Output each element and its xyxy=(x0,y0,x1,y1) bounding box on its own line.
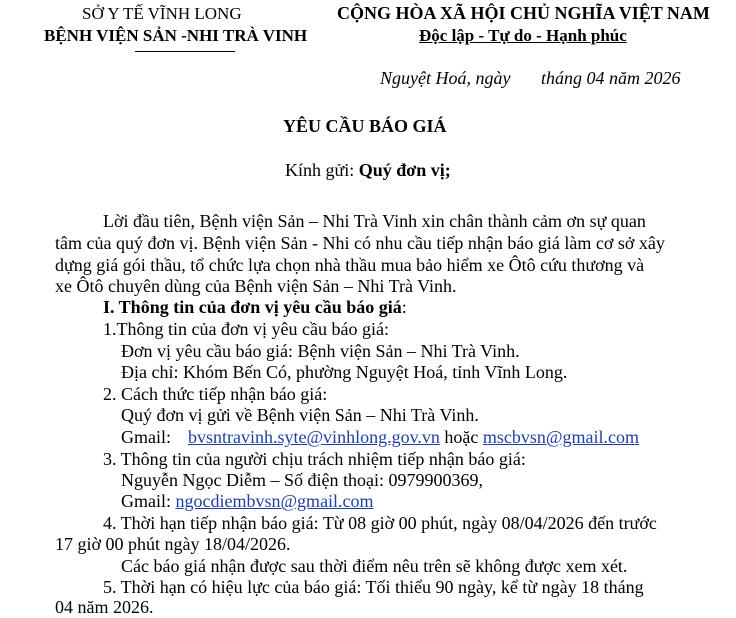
item3-person: Nguyễn Ngọc Diễm – Số điện thoại: 0979900369, xyxy=(121,470,483,490)
national-motto: Độc lập - Tự do - Hạnh phúc xyxy=(419,26,627,45)
date-place-day: Nguyệt Hoá, ngày xyxy=(380,68,511,88)
item4-line-1: 4. Thời hạn tiếp nhận báo giá: Từ 08 giờ 00 phút, ngày 08/04/2026 đến trước xyxy=(103,513,657,533)
hospital-name: BỆNH VIỆN SẢN -NHI TRÀ VINH xyxy=(44,26,308,45)
email-link-contact[interactable]: ngocdiembvsn@gmail.com xyxy=(175,491,374,511)
item1-address: Địa chỉ: Khóm Bến Có, phường Nguyệt Hoá, tỉnh Vĩnh Long. xyxy=(121,362,568,382)
greeting-recipient: Quý đơn vị; xyxy=(358,160,451,180)
gmail-label: Gmail: xyxy=(121,427,171,447)
or-text: hoặc xyxy=(444,427,479,447)
item2-title: 2. Cách thức tiếp nhận báo giá: xyxy=(103,384,328,404)
item1-unit: Đơn vị yêu cầu báo giá: Bệnh viện Sản – Nhi Trà Vinh. xyxy=(121,341,520,361)
document-title: YÊU CẦU BÁO GIÁ xyxy=(283,116,447,136)
left-header-underline xyxy=(135,51,235,52)
intro-line-1: Lời đầu tiên, Bệnh viện Sản – Nhi Trà Vinh xin chân thành cảm ơn sự quan xyxy=(103,211,646,231)
item4-line-2: 17 giờ 00 phút ngày 18/04/2026. xyxy=(55,534,291,554)
item5-line-1: 5. Thời hạn có hiệu lực của báo giá: Tối thiểu 90 ngày, kể từ ngày 18 tháng xyxy=(103,577,644,597)
ministry-name: SỞ Y TẾ VĨNH LONG xyxy=(82,4,242,23)
national-title: CỘNG HÒA XÃ HỘI CHỦ NGHĨA VIỆT NAM xyxy=(337,3,710,23)
intro-line-3: dựng giá gói thầu, tổ chức lựa chọn nhà thầu mua bảo hiểm xe Ôtô cứu thương và xyxy=(55,255,645,275)
item2-send-to: Quý đơn vị gửi về Bệnh viện Sản – Nhi Trà Vinh. xyxy=(121,405,479,425)
greeting xyxy=(285,160,451,181)
item1-title: 1.Thông tin của đơn vị yêu cầu báo giá: xyxy=(103,319,389,339)
greeting-label: Kính gửi: xyxy=(285,160,355,180)
gmail-label: Gmail: xyxy=(121,491,171,511)
date-month-year: tháng 04 năm 2026 xyxy=(541,68,681,88)
item5-line-2: 04 năm 2026. xyxy=(55,597,154,617)
item3-gmail-line xyxy=(121,491,374,512)
section1-heading: I. Thông tin của đơn vị yêu cầu báo giá: xyxy=(103,297,407,317)
item2-gmail-line xyxy=(121,427,639,448)
email-link-hospital[interactable]: bvsntravinh.syte@vinhlong.gov.vn xyxy=(188,427,440,447)
item3-title: 3. Thông tin của người chịu trách nhiệm tiếp nhận báo giá: xyxy=(103,449,526,469)
intro-line-2: tâm của quý đơn vị. Bệnh viện Sản - Nhi có nhu cầu tiếp nhận báo giá làm cơ sở xây xyxy=(55,233,665,253)
intro-line-4: xe Ôtô chuyên dùng của Bệnh viện Sản – Nhi Trà Vinh. xyxy=(55,276,457,296)
email-link-msc[interactable]: mscbvsn@gmail.com xyxy=(482,427,639,447)
item4-note: Các báo giá nhận được sau thời điểm nêu trên sẽ không được xem xét. xyxy=(121,556,628,576)
